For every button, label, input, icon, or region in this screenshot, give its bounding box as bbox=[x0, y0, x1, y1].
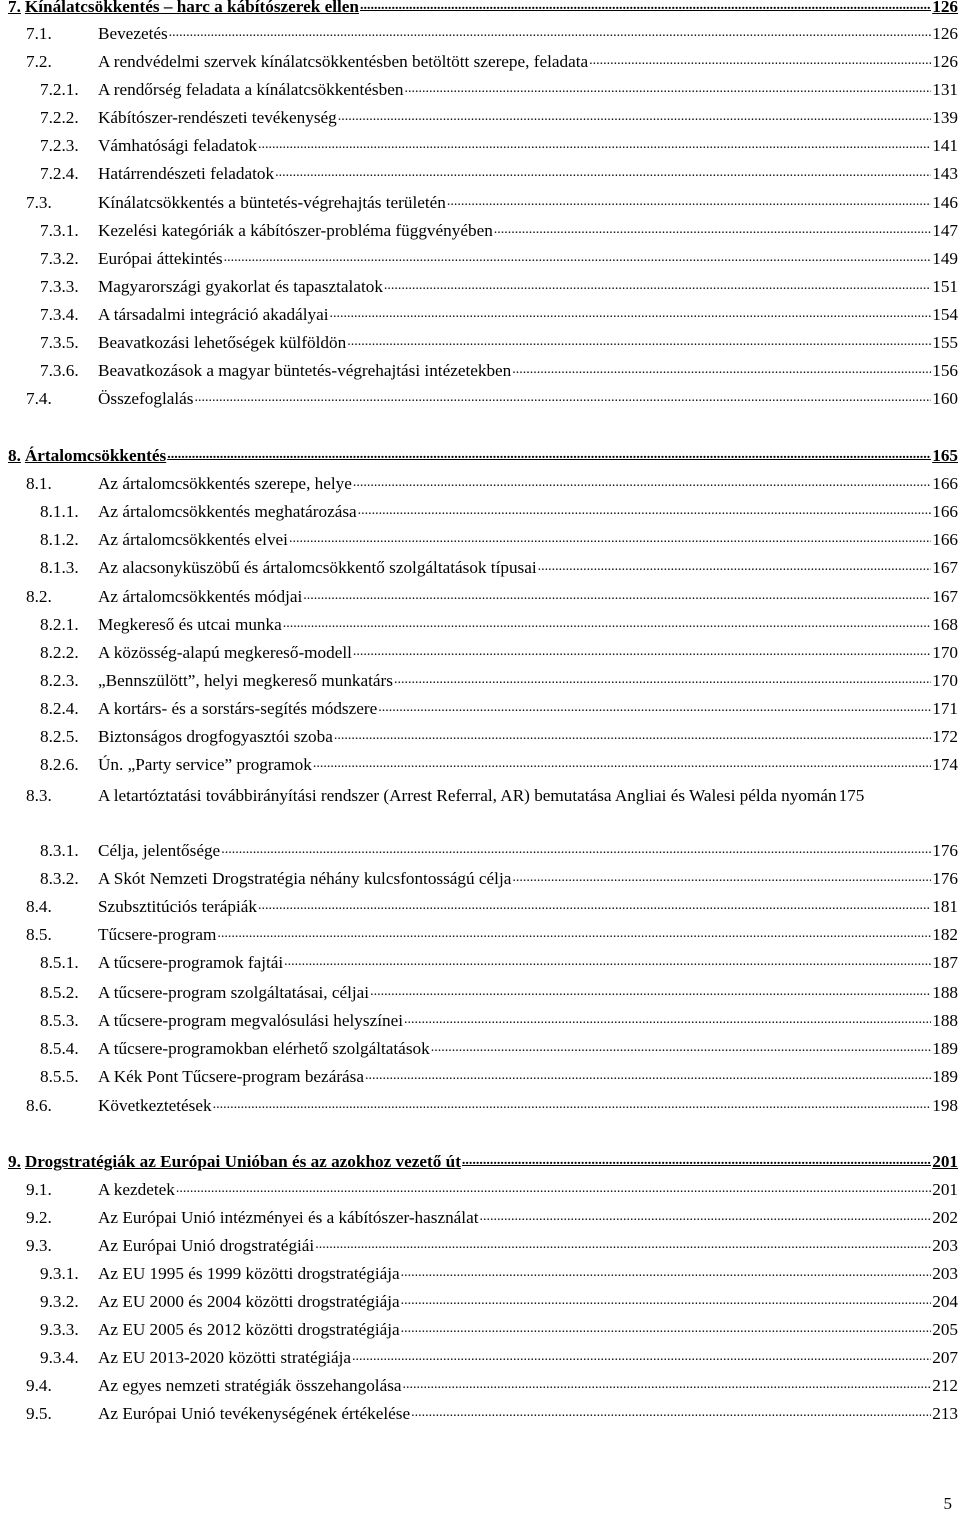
toc-entry-page: 151 bbox=[932, 277, 958, 296]
toc-entry[interactable] bbox=[0, 1008, 958, 1034]
toc-leader-dots bbox=[538, 559, 932, 581]
toc-entry-number: 9.3.1. bbox=[40, 1264, 79, 1283]
toc-entry-number: 7.2.1. bbox=[40, 80, 79, 99]
toc-entry-page: 203 bbox=[932, 1264, 958, 1283]
toc-entry-title: Beavatkozások a magyar büntetés-végrehajtási intézetekben bbox=[98, 361, 512, 380]
toc-entry-number: 7.1. bbox=[26, 24, 52, 43]
toc-entry-page: 202 bbox=[932, 1208, 958, 1227]
toc-entry[interactable] bbox=[0, 330, 958, 356]
toc-entry-number: 8.5.1. bbox=[40, 953, 79, 972]
toc-entry[interactable] bbox=[0, 555, 958, 581]
toc-entry[interactable] bbox=[0, 950, 958, 976]
toc-leader-dots bbox=[167, 447, 931, 469]
toc-leader-dots bbox=[194, 390, 931, 412]
toc-entry-title: Biztonságos drogfogyasztói szoba bbox=[98, 727, 333, 746]
toc-entry-title: „Bennszülött”, helyi megkereső munkatárs bbox=[98, 671, 393, 690]
toc-entry-page: 188 bbox=[932, 983, 958, 1002]
toc-entry[interactable] bbox=[0, 161, 958, 187]
toc-entry-title: Az alacsonyküszöbű és ártalomcsökkentő szolgáltatások típusai bbox=[98, 558, 537, 577]
toc-entry-number: 8.5.3. bbox=[40, 1011, 79, 1030]
toc-entry-number: 9.3. bbox=[26, 1236, 52, 1255]
toc-leader-dots bbox=[169, 25, 932, 47]
toc-entry-page: 156 bbox=[932, 361, 958, 380]
toc-entry[interactable] bbox=[0, 1289, 958, 1315]
toc-entry[interactable] bbox=[0, 1177, 958, 1203]
toc-entry[interactable] bbox=[0, 246, 958, 272]
toc-entry-title: A kezdetek bbox=[98, 1180, 175, 1199]
toc-entry-title: Az egyes nemzeti stratégiák összehangolása bbox=[98, 1376, 402, 1395]
toc-leader-dots bbox=[347, 334, 931, 356]
toc-leader-dots bbox=[330, 306, 932, 328]
toc-entry-page: 167 bbox=[932, 587, 958, 606]
toc-entry-title: Kezelési kategóriák a kábítószer-probléma függvényében bbox=[98, 221, 493, 240]
toc-leader-dots bbox=[447, 194, 931, 216]
toc-leader-dots bbox=[401, 1293, 932, 1315]
toc-leader-dots bbox=[394, 672, 931, 694]
toc-leader-dots bbox=[283, 616, 931, 638]
toc-entry-title: Kínálatcsökkentés a büntetés-végrehajtás területén bbox=[98, 193, 446, 212]
toc-entry-title: Bevezetés bbox=[98, 24, 168, 43]
toc-entry-page: 174 bbox=[932, 755, 958, 774]
toc-entry-title: Ún. „Party service” programok bbox=[98, 755, 312, 774]
toc-entry[interactable] bbox=[0, 1149, 958, 1175]
page-number: 5 bbox=[943, 1494, 952, 1513]
toc-entry-page: 155 bbox=[932, 333, 958, 352]
toc-entry-number: 8.3. bbox=[26, 786, 52, 805]
toc-entry-page: 166 bbox=[932, 502, 958, 521]
toc-entry-number: 8.1. bbox=[26, 474, 52, 493]
toc-entry-number: 8.2.2. bbox=[40, 643, 79, 662]
toc-entry-title: A rendvédelmi szervek kínálatcsökkentésben betöltött szerepe, feladata bbox=[98, 52, 589, 71]
toc-leader-dots bbox=[353, 475, 931, 497]
toc-entry-number: 7.3.3. bbox=[40, 277, 79, 296]
toc-entry-number: 9.2. bbox=[26, 1208, 52, 1227]
toc-leader-dots bbox=[313, 756, 931, 778]
toc-entry-page: 166 bbox=[932, 530, 958, 549]
toc-entry-number: 9.1. bbox=[26, 1180, 52, 1199]
toc-entry[interactable] bbox=[0, 894, 958, 920]
toc-entry[interactable] bbox=[0, 724, 958, 750]
toc-entry-page: 139 bbox=[932, 108, 958, 127]
toc-entry-number: 8.2.1. bbox=[40, 615, 79, 634]
toc-entry-title: A Kék Pont Tűcsere-program bezárása bbox=[98, 1067, 364, 1086]
toc-entry[interactable] bbox=[0, 218, 958, 244]
toc-entry-title: Következtetések bbox=[98, 1096, 212, 1115]
toc-entry-page: 182 bbox=[932, 925, 958, 944]
toc-leader-dots bbox=[338, 109, 931, 131]
toc-entry[interactable] bbox=[0, 302, 958, 328]
toc-leader-dots bbox=[365, 1068, 931, 1090]
toc-entry[interactable] bbox=[0, 21, 958, 47]
toc-leader-dots bbox=[370, 984, 931, 1006]
toc-entry-title: Magyarországi gyakorlat és tapasztalatok bbox=[98, 277, 383, 296]
toc-entry[interactable] bbox=[0, 77, 958, 103]
toc-entry-title: A Skót Nemzeti Drogstratégia néhány kulcsfontosságú célja bbox=[98, 869, 512, 888]
toc-leader-dots bbox=[289, 531, 931, 553]
toc-entry-title: A rendőrség feladata a kínálatcsökkentésben bbox=[98, 80, 404, 99]
toc-entry[interactable] bbox=[0, 584, 958, 610]
toc-leader-dots bbox=[431, 1040, 932, 1062]
toc-entry-number: 8.5. bbox=[26, 925, 52, 944]
toc-leader-dots bbox=[411, 1405, 931, 1427]
toc-entry-page: 204 bbox=[932, 1292, 958, 1311]
toc-leader-dots bbox=[384, 278, 931, 300]
toc-entry[interactable] bbox=[0, 640, 958, 666]
toc-entry-title: Drogstratégiák az Európai Unióban és az azokhoz vezető út bbox=[24, 1152, 461, 1171]
toc-entry-page: 149 bbox=[932, 249, 958, 268]
toc-entry-number: 8.2.5. bbox=[40, 727, 79, 746]
toc-entry[interactable] bbox=[0, 612, 958, 638]
toc-entry-title: Az EU 2005 és 2012 közötti drogstratégiája bbox=[98, 1320, 400, 1339]
toc-entry-number: 7.3.1. bbox=[40, 221, 79, 240]
toc-entry[interactable] bbox=[0, 1373, 958, 1399]
toc-entry-page: 143 bbox=[932, 164, 958, 183]
toc-entry-page: 172 bbox=[932, 727, 958, 746]
toc-entry-title: Megkereső és utcai munka bbox=[98, 615, 282, 634]
toc-leader-dots bbox=[224, 250, 932, 272]
toc-entry-page: 171 bbox=[932, 699, 958, 718]
toc-leader-dots bbox=[353, 644, 931, 666]
toc-entry-number: 7.2.2. bbox=[40, 108, 79, 127]
toc-entry-title: Beavatkozási lehetőségek külföldön bbox=[98, 333, 347, 352]
toc-entry[interactable] bbox=[0, 866, 958, 892]
toc-leader-dots bbox=[378, 700, 931, 722]
toc-entry-page: 176 bbox=[932, 841, 958, 860]
toc-entry-page: 126 bbox=[932, 52, 958, 71]
toc-entry[interactable] bbox=[0, 274, 958, 300]
toc-leader-dots bbox=[258, 898, 931, 920]
toc-entry-number: 7.3.2. bbox=[40, 249, 79, 268]
toc-leader-dots bbox=[403, 1377, 932, 1399]
toc-entry[interactable] bbox=[0, 133, 958, 159]
toc-entry-page: 147 bbox=[932, 221, 958, 240]
toc-entry-title: Tűcsere-program bbox=[98, 925, 217, 944]
toc-entry-page: 170 bbox=[932, 671, 958, 690]
toc-entry-page: 126 bbox=[932, 24, 958, 43]
toc-entry[interactable] bbox=[0, 1064, 958, 1090]
toc-leader-dots bbox=[494, 222, 931, 244]
toc-entry-number: 7.3.5. bbox=[40, 333, 79, 352]
toc-entry-page: 154 bbox=[932, 305, 958, 324]
toc-leader-dots bbox=[334, 728, 931, 750]
toc-entry-number: 8.3.1. bbox=[40, 841, 79, 860]
toc-entry-page: 198 bbox=[932, 1096, 958, 1115]
toc-entry[interactable] bbox=[0, 443, 958, 469]
toc-entry-number: 8.1.3. bbox=[40, 558, 79, 577]
toc-entry-page: 141 bbox=[932, 136, 958, 155]
toc-entry[interactable] bbox=[0, 386, 958, 412]
toc-entry[interactable] bbox=[0, 696, 958, 722]
toc-entry[interactable] bbox=[0, 1261, 958, 1287]
toc-entry-number: 7.4. bbox=[26, 389, 52, 408]
toc-entry-title: Kínálatcsökkentés – harc a kábítószerek ellen bbox=[24, 0, 359, 16]
toc-entry-number: 8.4. bbox=[26, 897, 52, 916]
toc-entry-title: A tűcsere-program megvalósulási helyszínei bbox=[98, 1011, 403, 1030]
toc-entry-title: Az EU 2013-2020 közötti stratégiája bbox=[98, 1348, 351, 1367]
toc-entry-title: Összefoglalás bbox=[98, 389, 194, 408]
toc-entry-page: 170 bbox=[932, 643, 958, 662]
toc-entry[interactable] bbox=[0, 471, 958, 497]
toc-leader-dots bbox=[404, 1012, 931, 1034]
toc-entry-number: 8.2.4. bbox=[40, 699, 79, 718]
toc-entry-page: 205 bbox=[932, 1320, 958, 1339]
toc-entry-page: 165 bbox=[932, 446, 958, 465]
toc-entry-number: 8.1.2. bbox=[40, 530, 79, 549]
toc-entry[interactable] bbox=[0, 1345, 958, 1371]
toc-leader-dots bbox=[315, 1237, 931, 1259]
toc-entry-title: A társadalmi integráció akadályai bbox=[98, 305, 329, 324]
toc-entry-title: Európai áttekintés bbox=[98, 249, 223, 268]
toc-entry-page: 175 bbox=[838, 786, 865, 805]
toc-entry-title: Célja, jelentősége bbox=[98, 841, 221, 860]
toc-entry-number: 7.3. bbox=[26, 193, 52, 212]
toc-entry[interactable] bbox=[0, 782, 956, 810]
toc-entry[interactable] bbox=[0, 1036, 958, 1062]
toc-entry-page: 203 bbox=[932, 1236, 958, 1255]
toc-entry-page: 207 bbox=[932, 1348, 958, 1367]
toc-entry-page: 166 bbox=[932, 474, 958, 493]
toc-entry-title: A kortárs- és a sorstárs-segítés módszere bbox=[98, 699, 378, 718]
toc-entry[interactable] bbox=[0, 0, 958, 20]
toc-entry-page: 160 bbox=[932, 389, 958, 408]
toc-entry-number: 8.3.2. bbox=[40, 869, 79, 888]
toc-entry-page: 189 bbox=[932, 1039, 958, 1058]
toc-entry-page: 201 bbox=[932, 1180, 958, 1199]
toc-leader-dots bbox=[217, 926, 931, 948]
toc-entry-number: 7.2.4. bbox=[40, 164, 79, 183]
toc-leader-dots bbox=[404, 81, 931, 103]
toc-entry-page: 167 bbox=[932, 558, 958, 577]
toc-entry-title: Ártalomcsökkentés bbox=[24, 446, 167, 465]
toc-entry[interactable] bbox=[0, 980, 958, 1006]
toc-entry-title: Az EU 1995 és 1999 közötti drogstratégiája bbox=[98, 1264, 400, 1283]
toc-entry-page: 189 bbox=[932, 1067, 958, 1086]
toc-entry[interactable] bbox=[0, 1093, 958, 1119]
toc-entry-number: 9.4. bbox=[26, 1376, 52, 1395]
toc-entry-title: Az ártalomcsökkentés szerepe, helye bbox=[98, 474, 352, 493]
toc-entry-number: 9.3.2. bbox=[40, 1292, 79, 1311]
toc-leader-dots bbox=[512, 870, 931, 892]
toc-leader-dots bbox=[358, 503, 932, 525]
toc-entry-number: 8.2. bbox=[26, 587, 52, 606]
toc-leader-dots bbox=[589, 53, 931, 75]
toc-leader-dots bbox=[512, 362, 931, 384]
toc-entry-number: 8.2.3. bbox=[40, 671, 79, 690]
toc-entry-title: Az ártalomcsökkentés meghatározása bbox=[98, 502, 357, 521]
toc-entry-page: 131 bbox=[932, 80, 958, 99]
toc-entry-number: 9.5. bbox=[26, 1404, 52, 1423]
toc-entry-title: Az ártalomcsökkentés módjai bbox=[98, 587, 303, 606]
toc-entry[interactable] bbox=[0, 527, 958, 553]
toc-entry-title: A tűcsere-program szolgáltatásai, céljai bbox=[98, 983, 370, 1002]
toc-entry[interactable] bbox=[0, 190, 958, 216]
toc-leader-dots bbox=[258, 137, 931, 159]
toc-entry-page: 212 bbox=[932, 1376, 958, 1395]
toc-entry-page: 176 bbox=[932, 869, 958, 888]
toc-entry-page: 201 bbox=[932, 1152, 958, 1171]
toc-entry-page: 146 bbox=[932, 193, 958, 212]
toc-entry-title: Az Európai Unió intézményei és a kábítószer-használat bbox=[98, 1208, 479, 1227]
toc-entry-number: 8.2.6. bbox=[40, 755, 79, 774]
toc-leader-dots bbox=[462, 1153, 931, 1175]
toc-entry[interactable] bbox=[0, 499, 958, 525]
toc-entry[interactable] bbox=[0, 105, 958, 131]
toc-entry-number: 8.1.1. bbox=[40, 502, 79, 521]
toc-entry-title: A tűcsere-programokban elérhető szolgáltatások bbox=[98, 1039, 430, 1058]
toc-entry-number: 8.5.5. bbox=[40, 1067, 79, 1086]
toc-entry[interactable] bbox=[0, 922, 958, 948]
toc-entry-title: A tűcsere-programok fajtái bbox=[98, 953, 284, 972]
toc-leader-dots bbox=[401, 1321, 932, 1343]
toc-entry-page: 187 bbox=[932, 953, 958, 972]
toc-entry[interactable] bbox=[0, 358, 958, 384]
toc-entry[interactable] bbox=[0, 1233, 958, 1259]
toc-entry-title: Vámhatósági feladatok bbox=[98, 136, 257, 155]
toc-entry-title: Az Európai Unió tevékenységének értékelése bbox=[98, 1404, 411, 1423]
toc-entry-title: A közösség-alapú megkereső-modell bbox=[98, 643, 352, 662]
toc-entry-title: Határrendészeti feladatok bbox=[98, 164, 275, 183]
toc-entry-number: 7.3.6. bbox=[40, 361, 79, 380]
toc-entry-title: Az Európai Unió drogstratégiái bbox=[98, 1236, 315, 1255]
toc-entry-title: Szubsztitúciós terápiák bbox=[98, 897, 257, 916]
toc-entry[interactable] bbox=[0, 838, 958, 864]
toc-entry-number: 7.2. bbox=[26, 52, 52, 71]
toc-entry-page: 181 bbox=[932, 897, 958, 916]
toc-entry-number: 8.6. bbox=[26, 1096, 52, 1115]
toc-entry[interactable] bbox=[0, 1205, 958, 1231]
toc-entry-number: 7.2.3. bbox=[40, 136, 79, 155]
toc-leader-dots bbox=[401, 1265, 932, 1287]
toc-entry-title: Az ártalomcsökkentés elvei bbox=[98, 530, 288, 549]
toc-entry[interactable] bbox=[0, 752, 958, 778]
toc-entry-title: Az EU 2000 és 2004 közötti drogstratégiája bbox=[98, 1292, 400, 1311]
toc-leader-dots bbox=[480, 1209, 932, 1231]
toc-entry[interactable] bbox=[0, 49, 958, 75]
toc-leader-dots bbox=[221, 842, 931, 864]
toc-entry-number: 9.3.3. bbox=[40, 1320, 79, 1339]
toc-entry[interactable] bbox=[0, 668, 958, 694]
toc-leader-dots bbox=[275, 165, 931, 187]
toc-entry-page: 168 bbox=[932, 615, 958, 634]
toc-entry-page: 188 bbox=[932, 1011, 958, 1030]
toc-entry-number: 9.3.4. bbox=[40, 1348, 79, 1367]
toc-entry-title: A letartóztatási továbbirányítási rendszer (Arrest Referral, AR) bemutatása Angliai és Walesi példa nyomán bbox=[98, 786, 837, 805]
toc-entry[interactable] bbox=[0, 1401, 958, 1427]
toc-entry-number: 8.5.4. bbox=[40, 1039, 79, 1058]
toc-entry-number: 9. bbox=[8, 1152, 21, 1171]
toc-leader-dots bbox=[360, 0, 931, 20]
toc-entry-page: 126 bbox=[932, 0, 958, 16]
toc-entry-number: 7.3.4. bbox=[40, 305, 79, 324]
toc-leader-dots bbox=[176, 1181, 931, 1203]
toc-leader-dots bbox=[213, 1097, 932, 1119]
toc-entry-number: 8. bbox=[8, 446, 21, 465]
toc-leader-dots bbox=[284, 954, 931, 976]
toc-entry-number: 7. bbox=[8, 0, 21, 16]
toc-entry-page: 213 bbox=[932, 1404, 958, 1423]
toc-entry-title: Kábítószer-rendészeti tevékenység bbox=[98, 108, 337, 127]
toc-leader-dots bbox=[303, 588, 931, 610]
toc-entry[interactable] bbox=[0, 1317, 958, 1343]
toc-entry-number: 8.5.2. bbox=[40, 983, 79, 1002]
toc-leader-dots bbox=[352, 1349, 931, 1371]
